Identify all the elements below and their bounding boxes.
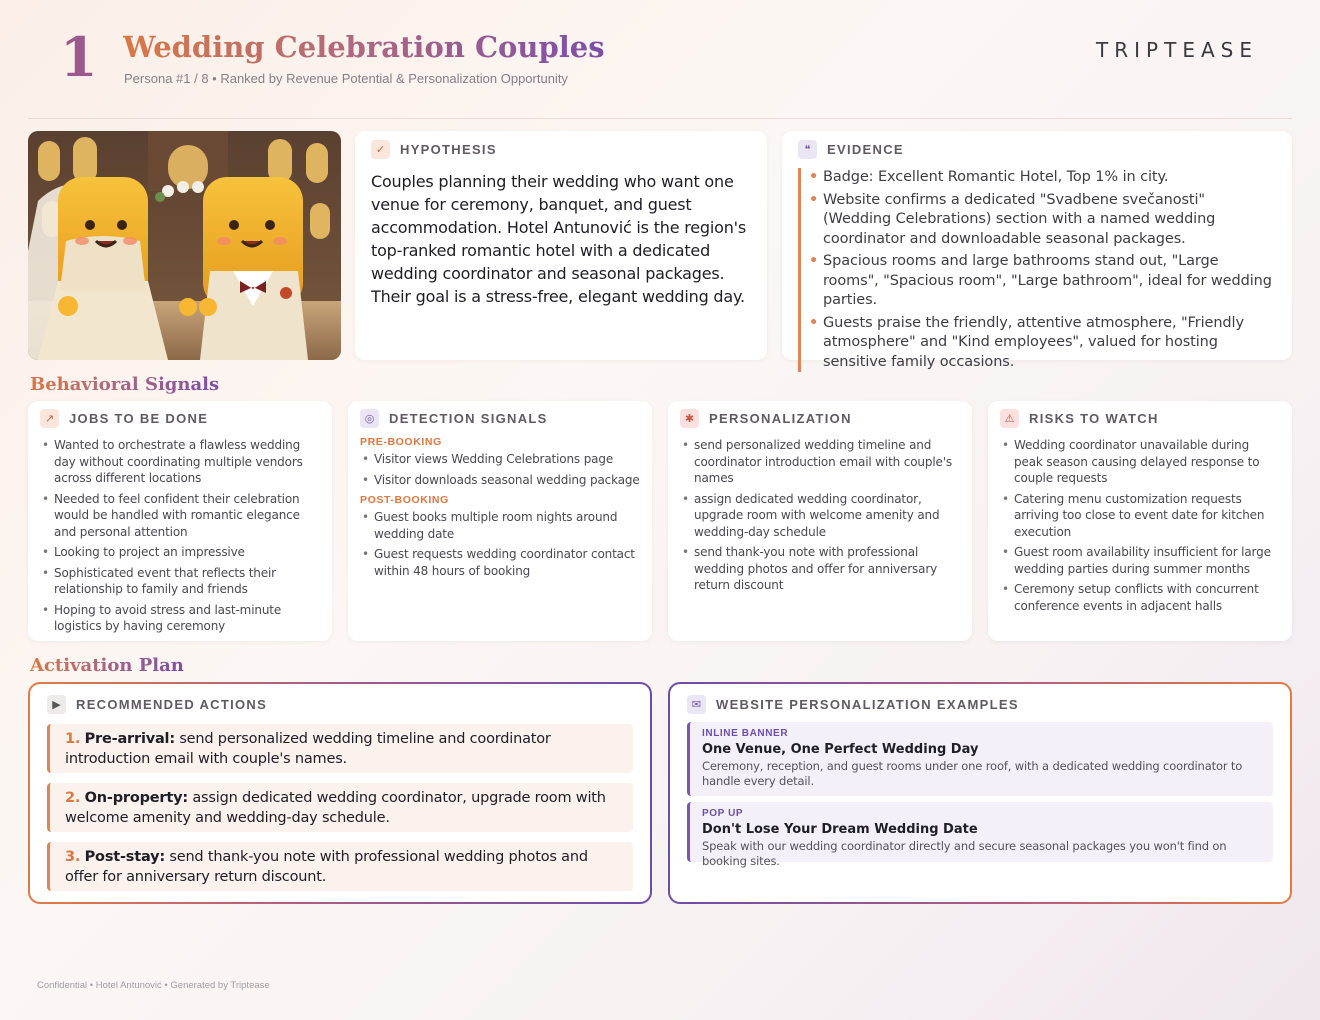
header-divider: [28, 118, 1292, 119]
list-item: • send personalized wedding timeline and coordinator introduction email with couple's names: [680, 437, 960, 487]
hypothesis-label: HYPOTHESIS: [400, 142, 497, 157]
mail-icon: ✉: [687, 695, 706, 714]
list-item: • Guest books multiple room nights around wedding date: [360, 509, 640, 542]
pre-booking-label: PRE-BOOKING: [360, 436, 442, 448]
list-item: • Catering menu customization requests arriving too close to event date for kitchen execution: [1000, 491, 1280, 541]
jobs-card: [28, 401, 332, 641]
action-lead: Post-stay:: [84, 849, 165, 865]
jobs-label: JOBS TO BE DONE: [69, 411, 209, 426]
quote-icon: ❝: [798, 140, 817, 159]
list-item: • Ceremony setup conflicts with concurrent conference events in adjacent halls: [1000, 581, 1280, 614]
popup-example: [687, 802, 1273, 868]
personalization-label: PERSONALIZATION: [709, 411, 852, 426]
post-booking-label: POST-BOOKING: [360, 494, 449, 506]
action-lead: Pre-arrival:: [84, 731, 175, 747]
list-item: • Looking to project an impressive: [40, 544, 320, 561]
examples-label: WEBSITE PERSONALIZATION EXAMPLES: [716, 697, 1019, 712]
behavioral-heading: Behavioral Signals: [30, 374, 220, 395]
action-item: [47, 724, 633, 773]
list-item: • Wanted to orchestrate a flawless wedding day without coordinating multiple vendors across different locations: [40, 437, 320, 487]
action-lead: On-property:: [84, 790, 188, 806]
list-item: • send thank-you note with professional wedding photos and offer for anniversary return discount: [680, 544, 960, 594]
list-item: • Guest requests wedding coordinator contact within 48 hours of booking: [360, 546, 640, 579]
warning-icon: ⚠: [1000, 409, 1019, 428]
example-headline: One Venue, One Perfect Wedding Day: [702, 742, 979, 757]
page-header: [0, 0, 1320, 120]
hypothesis-text: Couples planning their wedding who want one venue for ceremony, banquet, and guest accommodation. Hotel Antunović is the region's top-ranked romantic hotel with a dedicated wedding coordinator and seasonal packages. Their goal is a stress-free, elegant wedding day.: [371, 172, 746, 306]
website-examples-card: [668, 682, 1292, 904]
inline-banner-example: [687, 722, 1273, 796]
list-item: • Website confirms a dedicated "Svadbene svečanosti" (Wedding Celebrations) section with a named wedding coordinator and downloadable seasonal packages.: [823, 191, 1276, 250]
post-booking-list: [360, 509, 640, 579]
risks-card: [988, 401, 1292, 641]
list-item: • Guests praise the friendly, attentive atmosphere, "Friendly atmosphere" and "Kind employees", valued for hosting sensitive family occasions.: [823, 314, 1276, 373]
actions-label: RECOMMENDED ACTIONS: [76, 697, 268, 712]
list-item: • Hoping to avoid stress and last-minute logistics by having ceremony: [40, 602, 320, 635]
recommended-actions-card: [28, 682, 652, 904]
list-item: • Badge: Excellent Romantic Hotel, Top 1% in city.: [823, 168, 1276, 188]
evidence-card: [782, 131, 1292, 370]
example-headline: Don't Lose Your Dream Wedding Date: [702, 822, 978, 837]
play-icon: ▶: [47, 695, 66, 714]
example-type: POP UP: [702, 808, 744, 819]
action-item: [47, 783, 633, 832]
detection-card: [348, 401, 652, 641]
action-text: send thank-you note with professional wedding photos and offer for anniversary return discount.: [65, 849, 588, 885]
example-body: Ceremony, reception, and guest rooms under one roof, with a dedicated wedding coordinator to handle every detail.: [702, 759, 1243, 788]
pre-booking-list: [360, 451, 640, 488]
persona-illustration: [28, 131, 341, 360]
action-number: 2.: [65, 790, 81, 806]
page-footer: Confidential • Hotel Antunović • Generated by Triptease: [37, 980, 270, 991]
example-type: INLINE BANNER: [702, 728, 789, 739]
example-body: Speak with our wedding coordinator directly and secure seasonal packages you won't find on booking sites.: [702, 839, 1227, 868]
check-icon: ✓: [371, 140, 390, 159]
list-item: • Sophisticated event that reflects their relationship to family and friends: [40, 565, 320, 598]
sparkle-icon: ✱: [680, 409, 699, 428]
evidence-label: EVIDENCE: [827, 142, 904, 157]
evidence-list: [798, 168, 1276, 372]
list-item: • Visitor downloads seasonal wedding package: [360, 472, 640, 489]
persona-number: 1: [60, 25, 98, 89]
action-text: assign dedicated wedding coordinator, upgrade room with welcome amenity and wedding-day schedule.: [65, 790, 606, 826]
page-title: Wedding Celebration Couples: [123, 30, 605, 64]
list-item: • assign dedicated wedding coordinator, upgrade room with welcome amenity and wedding-day schedule: [680, 491, 960, 541]
brand-logo: TRIPTEASE: [1096, 38, 1258, 62]
hypothesis-card: [355, 131, 767, 360]
action-number: 3.: [65, 849, 81, 865]
activation-heading: Activation Plan: [30, 655, 184, 676]
action-text: send personalized wedding timeline and coordinator introduction email with couple's names.: [65, 731, 551, 767]
target-icon: ◎: [360, 409, 379, 428]
personalization-list: [680, 437, 960, 594]
list-item: • Spacious rooms and large bathrooms stand out, "Large rooms", "Spacious room", "Large bathroom", ideal for wedding parties.: [823, 252, 1276, 311]
detection-label: DETECTION SIGNALS: [389, 411, 548, 426]
personalization-card: [668, 401, 972, 641]
page-subtitle: Persona #1 / 8 • Ranked by Revenue Potential & Personalization Opportunity: [124, 71, 568, 86]
risks-list: [1000, 437, 1280, 614]
arrow-up-right-icon: ↗: [40, 409, 59, 428]
list-item: • Wedding coordinator unavailable during peak season causing delayed response to couple requests: [1000, 437, 1280, 487]
list-item: • Guest room availability insufficient for large wedding parties during summer months: [1000, 544, 1280, 577]
action-number: 1.: [65, 731, 81, 747]
jobs-list: [40, 437, 320, 635]
action-item: [47, 842, 633, 891]
wedding-couple-illustration-icon: [28, 131, 341, 360]
list-item: • Visitor views Wedding Celebrations page: [360, 451, 640, 468]
list-item: • Needed to feel confident their celebration would be handled with romantic elegance and personal attention: [40, 491, 320, 541]
risks-label: RISKS TO WATCH: [1029, 411, 1159, 426]
